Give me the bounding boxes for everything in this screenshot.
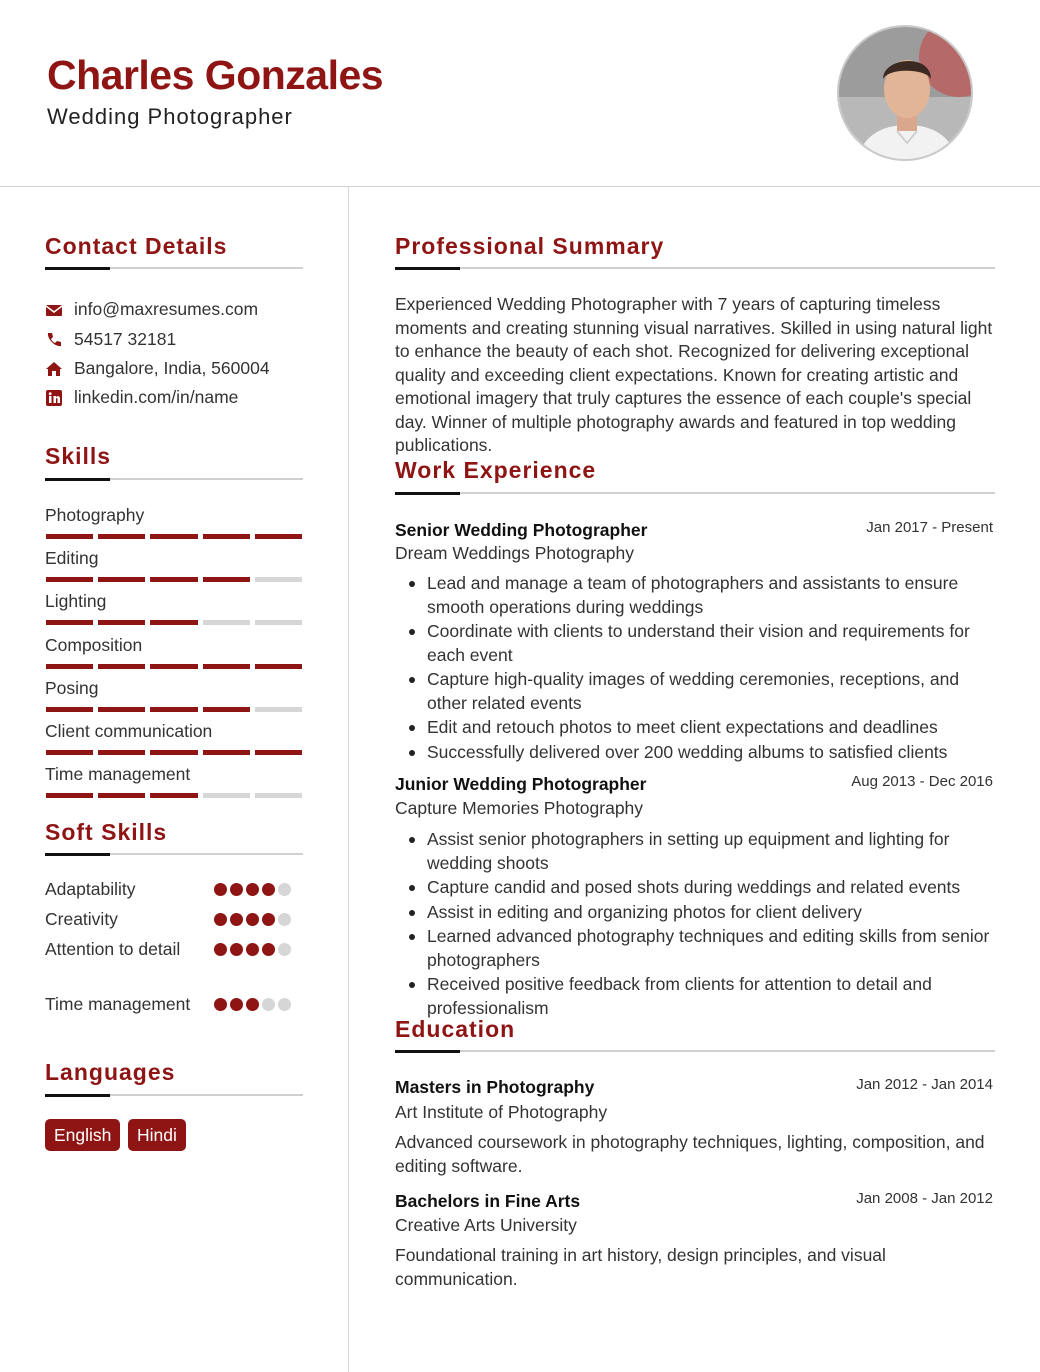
skill-level-segment [150,750,197,755]
rating-dot [230,998,243,1011]
contact-heading: Contact Details [45,233,228,259]
soft-skill-rating [214,998,294,1011]
job-bullets [395,828,995,1021]
candidate-title: Wedding Photographer [47,104,293,129]
summary-heading: Professional Summary [395,233,665,259]
skill-level-segment [203,707,250,712]
soft-skill-name: Attention to detail [45,939,181,959]
job-bullet: Assist senior photographers in setting up equipment and lighting for wedding shoots [395,828,995,875]
job-bullets [395,572,995,765]
skill-level-segment [98,577,145,582]
job-title: Junior Wedding Photographer [395,774,647,794]
skill-level-bar [46,534,302,539]
degree-date: Jan 2012 - Jan 2014 [856,1076,993,1093]
rating-dot [214,998,227,1011]
rating-dot [246,883,259,896]
degree-description: Advanced coursework in photography techniques, lighting, composition, and editing software. [395,1132,985,1176]
rating-dot [278,913,291,926]
language-badge: Hindi [128,1119,186,1151]
soft-skills-heading: Soft Skills [45,819,168,845]
skill-level-segment [46,707,93,712]
skill-level-bar [46,793,302,798]
degree-date: Jan 2008 - Jan 2012 [856,1190,993,1207]
rating-dot [262,943,275,956]
job-bullet: Edit and retouch photos to meet client expectations and deadlines [395,716,995,740]
rating-dot [278,943,291,956]
skill-level-segment [150,664,197,669]
skill-level-segment [46,577,93,582]
skill-level-segment [98,664,145,669]
degree-title: Bachelors in Fine Arts [395,1191,581,1211]
skill-level-segment [98,750,145,755]
rating-dot [230,943,243,956]
job-date: Jan 2017 - Present [866,519,993,536]
soft-skill-rating [214,913,294,926]
rating-dot [214,913,227,926]
contact-linkedin[interactable] [45,387,238,408]
skill-level-segment [255,577,302,582]
skill-level-bar [46,750,302,755]
rating-dot [262,913,275,926]
skill-level-segment [46,750,93,755]
skill-level-segment [150,534,197,539]
education-rule [395,1050,995,1052]
rating-dot [278,998,291,1011]
soft-skill-rating [214,943,294,956]
rating-dot [262,998,275,1011]
skill-level-segment [98,793,145,798]
linkedin-icon [45,389,63,407]
skill-level-segment [46,534,93,539]
skill-level-segment [255,707,302,712]
skill-name: Posing [45,678,99,698]
skill-name: Composition [45,635,143,655]
job-company: Capture Memories Photography [395,798,644,818]
skill-level-segment [255,620,302,625]
languages-heading: Languages [45,1059,176,1085]
skills-rule [45,478,303,480]
job-bullet: Learned advanced photography techniques and editing skills from senior photographers [395,925,995,972]
job-bullet: Coordinate with clients to understand their vision and requirements for each event [395,620,995,667]
skill-level-segment [255,664,302,669]
work-rule [395,492,995,494]
skill-level-bar [46,577,302,582]
skill-level-segment [98,620,145,625]
skill-level-segment [46,664,93,669]
skill-level-segment [255,793,302,798]
soft-skill-name: Adaptability [45,879,136,899]
soft-skill-name: Creativity [45,909,118,929]
degree-description: Foundational training in art history, design principles, and visual communication. [395,1245,886,1289]
skill-name: Photography [45,505,145,525]
skill-level-segment [203,750,250,755]
skill-level-segment [203,620,250,625]
job-bullet: Capture high-quality images of wedding ceremonies, receptions, and other related events [395,668,995,715]
contact-phone[interactable] [45,329,176,350]
rating-dot [214,943,227,956]
rating-dot [214,883,227,896]
skill-level-segment [98,534,145,539]
skill-name: Editing [45,548,99,568]
summary-rule [395,267,995,269]
rating-dot [246,943,259,956]
envelope-icon [45,301,63,319]
job-bullet: Capture candid and posed shots during weddings and related events [395,876,995,900]
skill-level-segment [203,577,250,582]
home-icon [45,360,63,378]
rating-dot [278,883,291,896]
skills-heading: Skills [45,443,112,469]
phone-icon [45,331,63,349]
skill-level-segment [150,793,197,798]
soft-skill-rating [214,883,294,896]
skill-level-segment [150,620,197,625]
skill-level-segment [203,664,250,669]
column-divider [348,187,349,1372]
candidate-name: Charles Gonzales [47,52,384,98]
skill-name: Time management [45,764,191,784]
job-bullet: Lead and manage a team of photographers and assistants to ensure smooth operations during weddings [395,572,995,619]
contact-email-text: info@maxresumes.com [74,299,259,319]
contact-rule [45,267,303,269]
skill-level-segment [150,577,197,582]
profile-photo-image [839,27,973,161]
language-badge: English [45,1119,120,1151]
rating-dot [246,913,259,926]
degree-school: Art Institute of Photography [395,1102,608,1122]
job-bullet: Assist in editing and organizing photos for client delivery [395,901,995,925]
skill-level-segment [98,707,145,712]
summary-text: Experienced Wedding Photographer with 7 years of capturing timeless moments and creating stunning visual narratives. Skilled in using natural light to enhance the beauty of each shot. Recognized for delivering exceptional quality and exceeding client expectations. Known for creating artistic and emotional imagery that truly captures the essence of each couple's special day. Winner of multiple photography awards and featured in top wedding publications. [395,294,993,455]
job-bullet: Received positive feedback from clients for attention to detail and professionalism [395,973,995,1020]
skill-level-segment [46,793,93,798]
job-title: Senior Wedding Photographer [395,520,648,540]
work-heading: Work Experience [395,457,597,483]
rating-dot [230,913,243,926]
skill-level-bar [46,620,302,625]
skill-level-segment [203,793,250,798]
contact-linkedin-text: linkedin.com/in/name [74,387,239,407]
skill-level-bar [46,664,302,669]
rating-dot [246,998,259,1011]
soft-skill-name: Time management [45,994,191,1014]
skill-level-segment [255,534,302,539]
rating-dot [262,883,275,896]
contact-address [45,358,270,379]
contact-email[interactable] [45,299,258,320]
education-heading: Education [395,1016,516,1042]
skill-level-segment [46,620,93,625]
degree-school: Creative Arts University [395,1215,577,1235]
skill-level-segment [255,750,302,755]
languages-rule [45,1094,303,1096]
contact-phone-text: 54517 32181 [74,329,177,349]
job-date: Aug 2013 - Dec 2016 [851,773,993,790]
profile-photo [837,25,973,161]
degree-title: Masters in Photography [395,1077,595,1097]
resume-header [0,0,1040,187]
job-bullet: Successfully delivered over 200 wedding albums to satisfied clients [395,741,995,765]
job-company: Dream Weddings Photography [395,543,634,563]
skill-level-bar [46,707,302,712]
skill-level-segment [203,534,250,539]
skill-name: Client communication [45,721,213,741]
rating-dot [230,883,243,896]
contact-address-text: Bangalore, India, 560004 [74,358,270,378]
skill-level-segment [150,707,197,712]
skill-name: Lighting [45,591,107,611]
soft-skills-rule [45,853,303,855]
